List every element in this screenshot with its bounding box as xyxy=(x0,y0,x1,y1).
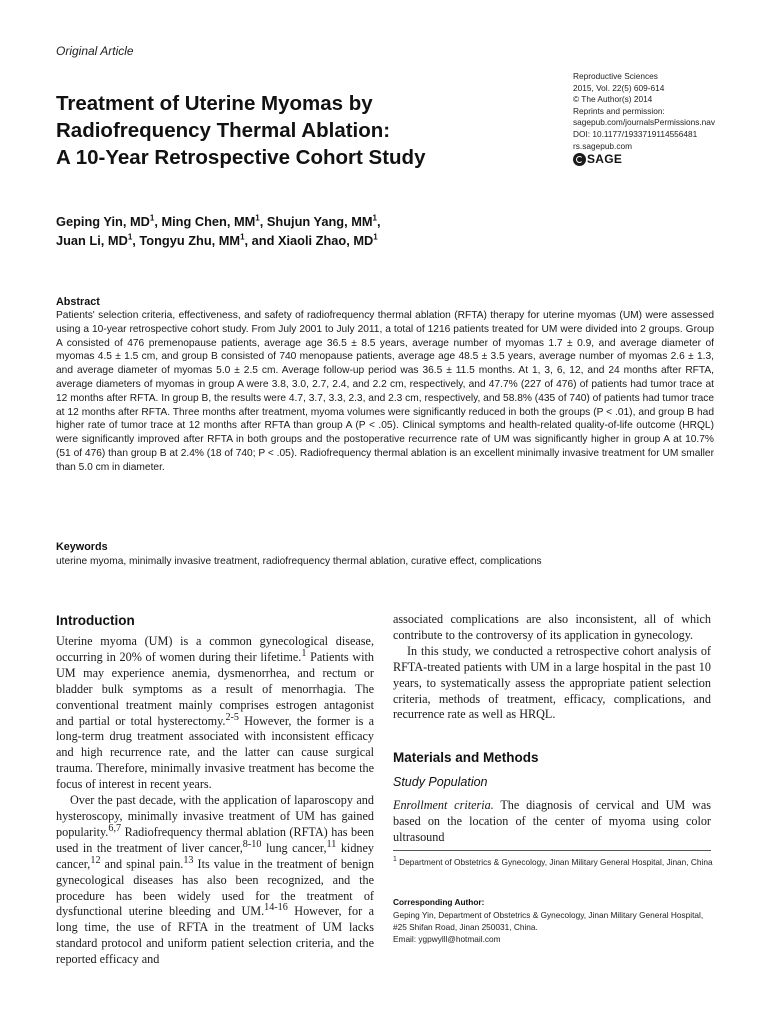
citation-ref[interactable]: 8-10 xyxy=(242,838,262,850)
journal-meta xyxy=(573,71,763,152)
introduction-column xyxy=(56,634,374,968)
corresponding-author-heading: Corresponding Author: xyxy=(393,897,485,907)
author-separator: , xyxy=(154,214,162,229)
author-separator: , xyxy=(377,214,381,229)
affiliation-mark: 1 xyxy=(373,232,378,242)
study-population-heading: Study Population xyxy=(393,775,488,789)
author-list xyxy=(56,212,616,250)
text-run: and spinal pain. xyxy=(100,856,184,871)
affiliation-mark: 1 xyxy=(149,213,155,223)
text-run: kidney cancer, xyxy=(56,840,375,871)
title-line: Radiofrequency Thermal Ablation: xyxy=(56,119,391,142)
affiliation-mark: 1 xyxy=(240,232,245,242)
intro-paragraph-2 xyxy=(56,793,374,968)
article-type-label: Original Article xyxy=(56,44,134,58)
affiliation-mark: 1 xyxy=(372,213,377,223)
title-line: Treatment of Uterine Myomas by xyxy=(56,92,373,115)
intro-paragraph-4: In this study, we conducted a retrospective cohort analysis of RFTA-treated patients with UM in a large hospital in the past 10 years, to systematically assess the appropriate patient selection criteria, methods of treatment, efficacy, complications, and recurrence rate as well as HRQL. xyxy=(393,643,711,722)
author-name: Geping Yin, MD xyxy=(56,214,150,229)
citation-ref[interactable]: 12 xyxy=(90,854,101,866)
corresponding-author-details xyxy=(393,909,715,945)
keywords-list: uterine myoma, minimally invasive treatment, radiofrequency thermal ablation, curative effect, complications xyxy=(56,556,542,567)
copyright-line: © The Author(s) 2014 xyxy=(573,94,653,105)
doi-link[interactable]: DOI: 10.1177/1933719114556481 xyxy=(573,128,698,139)
author-name: Xiaoli Zhao, MD xyxy=(277,233,374,248)
publisher-logo xyxy=(573,152,622,166)
citation-ref[interactable]: 1 xyxy=(301,647,307,659)
text-run: Its value in the treatment of benign gynecological diseases has also been recognized, and the procedure has been widely used for the treatment of dysfunctional uterine bleeding and UM. xyxy=(56,856,374,919)
text-run: Patients with UM may experience anemia, dysmenorrhea, and rectum or bladder bulk symptoms as a result of menorrhagia. The conventional treatment mainly comprises estrogen antagonist and partial or total hysterectomy. xyxy=(56,649,374,728)
text-run: Over the past decade, with the application of laparoscopy and hysteroscopy, minimally invasive treatment of UM has gained popularity. xyxy=(56,793,374,839)
citation-ref[interactable]: 11 xyxy=(326,838,337,850)
author-name: Tongyu Zhu, MM xyxy=(139,233,241,248)
right-column-intro-continuation xyxy=(393,612,711,723)
enrollment-label: Enrollment criteria. xyxy=(393,798,494,812)
enrollment-text: The diagnosis of cervical and UM was based on the location of the center of myoma using color ultrasound xyxy=(393,798,711,844)
sage-logo-icon xyxy=(573,153,586,166)
text-run: lung cancer, xyxy=(261,840,327,855)
affiliation-mark: 1 xyxy=(255,213,260,223)
author-name: Juan Li, MD xyxy=(56,233,128,248)
abstract-body: Patients' selection criteria, effectiveness, and safety of radiofrequency thermal ablation (RFTA) therapy for uterine myomas (UM) were assessed using a 10-year retrospective cohort study. From July 2001 to July 2011, a total of 1216 patients treated for UM were divided into 2 groups. Group A consisted of 476 premenopause patients, average age 36.5 ± 8.5 years, average number of myomas 1.7 ± 0.9, and average diameter of myomas 4.5 ± 1.5 cm, and group B consisted of 740 menopause patients, average age 48.5 ± 3.5 years, average number of myomas 2.6 ± 1.3, and average diameter of myomas 5.0 ± 2.5 cm. Average follow-up period was 36.5 ± 11.5 months. At 1, 3, 6, 12, and 24 months after RFTA, average diameters of myomas in group A were 3.8, 3.0, 2.7, 2.4, and 2.2 cm, respectively, and 47.7% (227 of 476) of patients had tumor trace at 12 months after RFTA. In group B, the results were 4.7, 3.7, 3.3, 2.3, and 2.3 cm, respectively, and 58.8% (435 of 740) of patients had tumor trace at 12 months after RFTA. Three months after treatment, myoma volumes were significantly reduced in both the groups (P < .01), and group B had higher rate of tumor trace at 12 months after RFTA than group A (P < .05). Clinical symptoms and health-related quality-of-life outcome (HRQL) were significantly improved after RFTA in both groups and the postoperative recurrence rate of UM was significantly higher in group A at 10.7% (51 of 476) than group B at 2.4% (18 of 740; P < .05). Radiofrequency thermal ablation is an excellent minimally invasive treatment for UM smaller than 5.0 cm in diameter. xyxy=(56,310,714,473)
affiliation-footnote xyxy=(393,856,713,868)
introduction-heading: Introduction xyxy=(56,613,135,628)
footnote-mark: 1 xyxy=(393,856,397,864)
intro-paragraph-3: associated complications are also inconsistent, all of which contribute to the controversy of its application in gynecology. xyxy=(393,612,711,642)
author-name: Shujun Yang, MM xyxy=(266,214,373,229)
citation-ref[interactable]: 13 xyxy=(183,854,194,866)
enrollment-paragraph xyxy=(393,798,711,846)
reprints-line: Reprints and permission: xyxy=(573,105,665,116)
author-separator: , xyxy=(132,233,140,248)
text-run: However, the former is a long-term drug treatment associated with inconsistent efficacy and high recurrence rate, and the latter can cause surgical trauma. Therefore, minimally invasive treatment has become the focus of interest in recent years. xyxy=(56,713,375,792)
journal-name: Reproductive Sciences xyxy=(573,71,658,81)
corresponding-address: Geping Yin, Department of Obstetrics & Gynecology, Jinan Military General Hospital, #25 Shifan Road, Jinan 250031, China. xyxy=(393,910,704,932)
article-title xyxy=(56,90,496,171)
author-separator: , and xyxy=(244,233,278,248)
text-run: However, for a long time, the use of RFTA in the treatment of UM lacks standard protocol and uniform patient selection criteria, and the reported efficacy and xyxy=(56,904,374,967)
author-name: Ming Chen, MM xyxy=(161,214,256,229)
methods-heading: Materials and Methods xyxy=(393,750,539,765)
abstract-heading: Abstract xyxy=(56,296,100,308)
footnote-text: Department of Obstetrics & Gynecology, Jinan Military General Hospital, Jinan, China xyxy=(396,857,713,867)
text-run: Radiofrequency thermal ablation (RFTA) has been used in the treatment of liver cancer, xyxy=(56,824,374,855)
affiliation-mark: 1 xyxy=(127,232,133,242)
author-separator: , xyxy=(259,214,267,229)
citation-ref[interactable]: 6,7 xyxy=(108,822,122,834)
citation-ref[interactable]: 2-5 xyxy=(225,711,239,723)
permissions-link[interactable]: sagepub.com/journalsPermissions.nav xyxy=(573,117,716,128)
footnote-divider xyxy=(393,850,711,851)
intro-paragraph-1 xyxy=(56,634,374,793)
publisher-name: SAGE xyxy=(587,152,623,166)
title-line: A 10-Year Retrospective Cohort Study xyxy=(56,146,426,169)
journal-site-link[interactable]: rs.sagepub.com xyxy=(573,140,633,151)
citation-ref[interactable]: 14-16 xyxy=(264,902,288,914)
journal-volume: 2015, Vol. 22(5) 609-614 xyxy=(573,82,665,93)
keywords-heading: Keywords xyxy=(56,541,108,553)
corresponding-email[interactable]: Email: ygpwylll@hotmail.com xyxy=(393,934,501,944)
text-run: Uterine myoma (UM) is a common gynecological disease, occurring in 20% of women during their lifetime. xyxy=(56,634,374,664)
